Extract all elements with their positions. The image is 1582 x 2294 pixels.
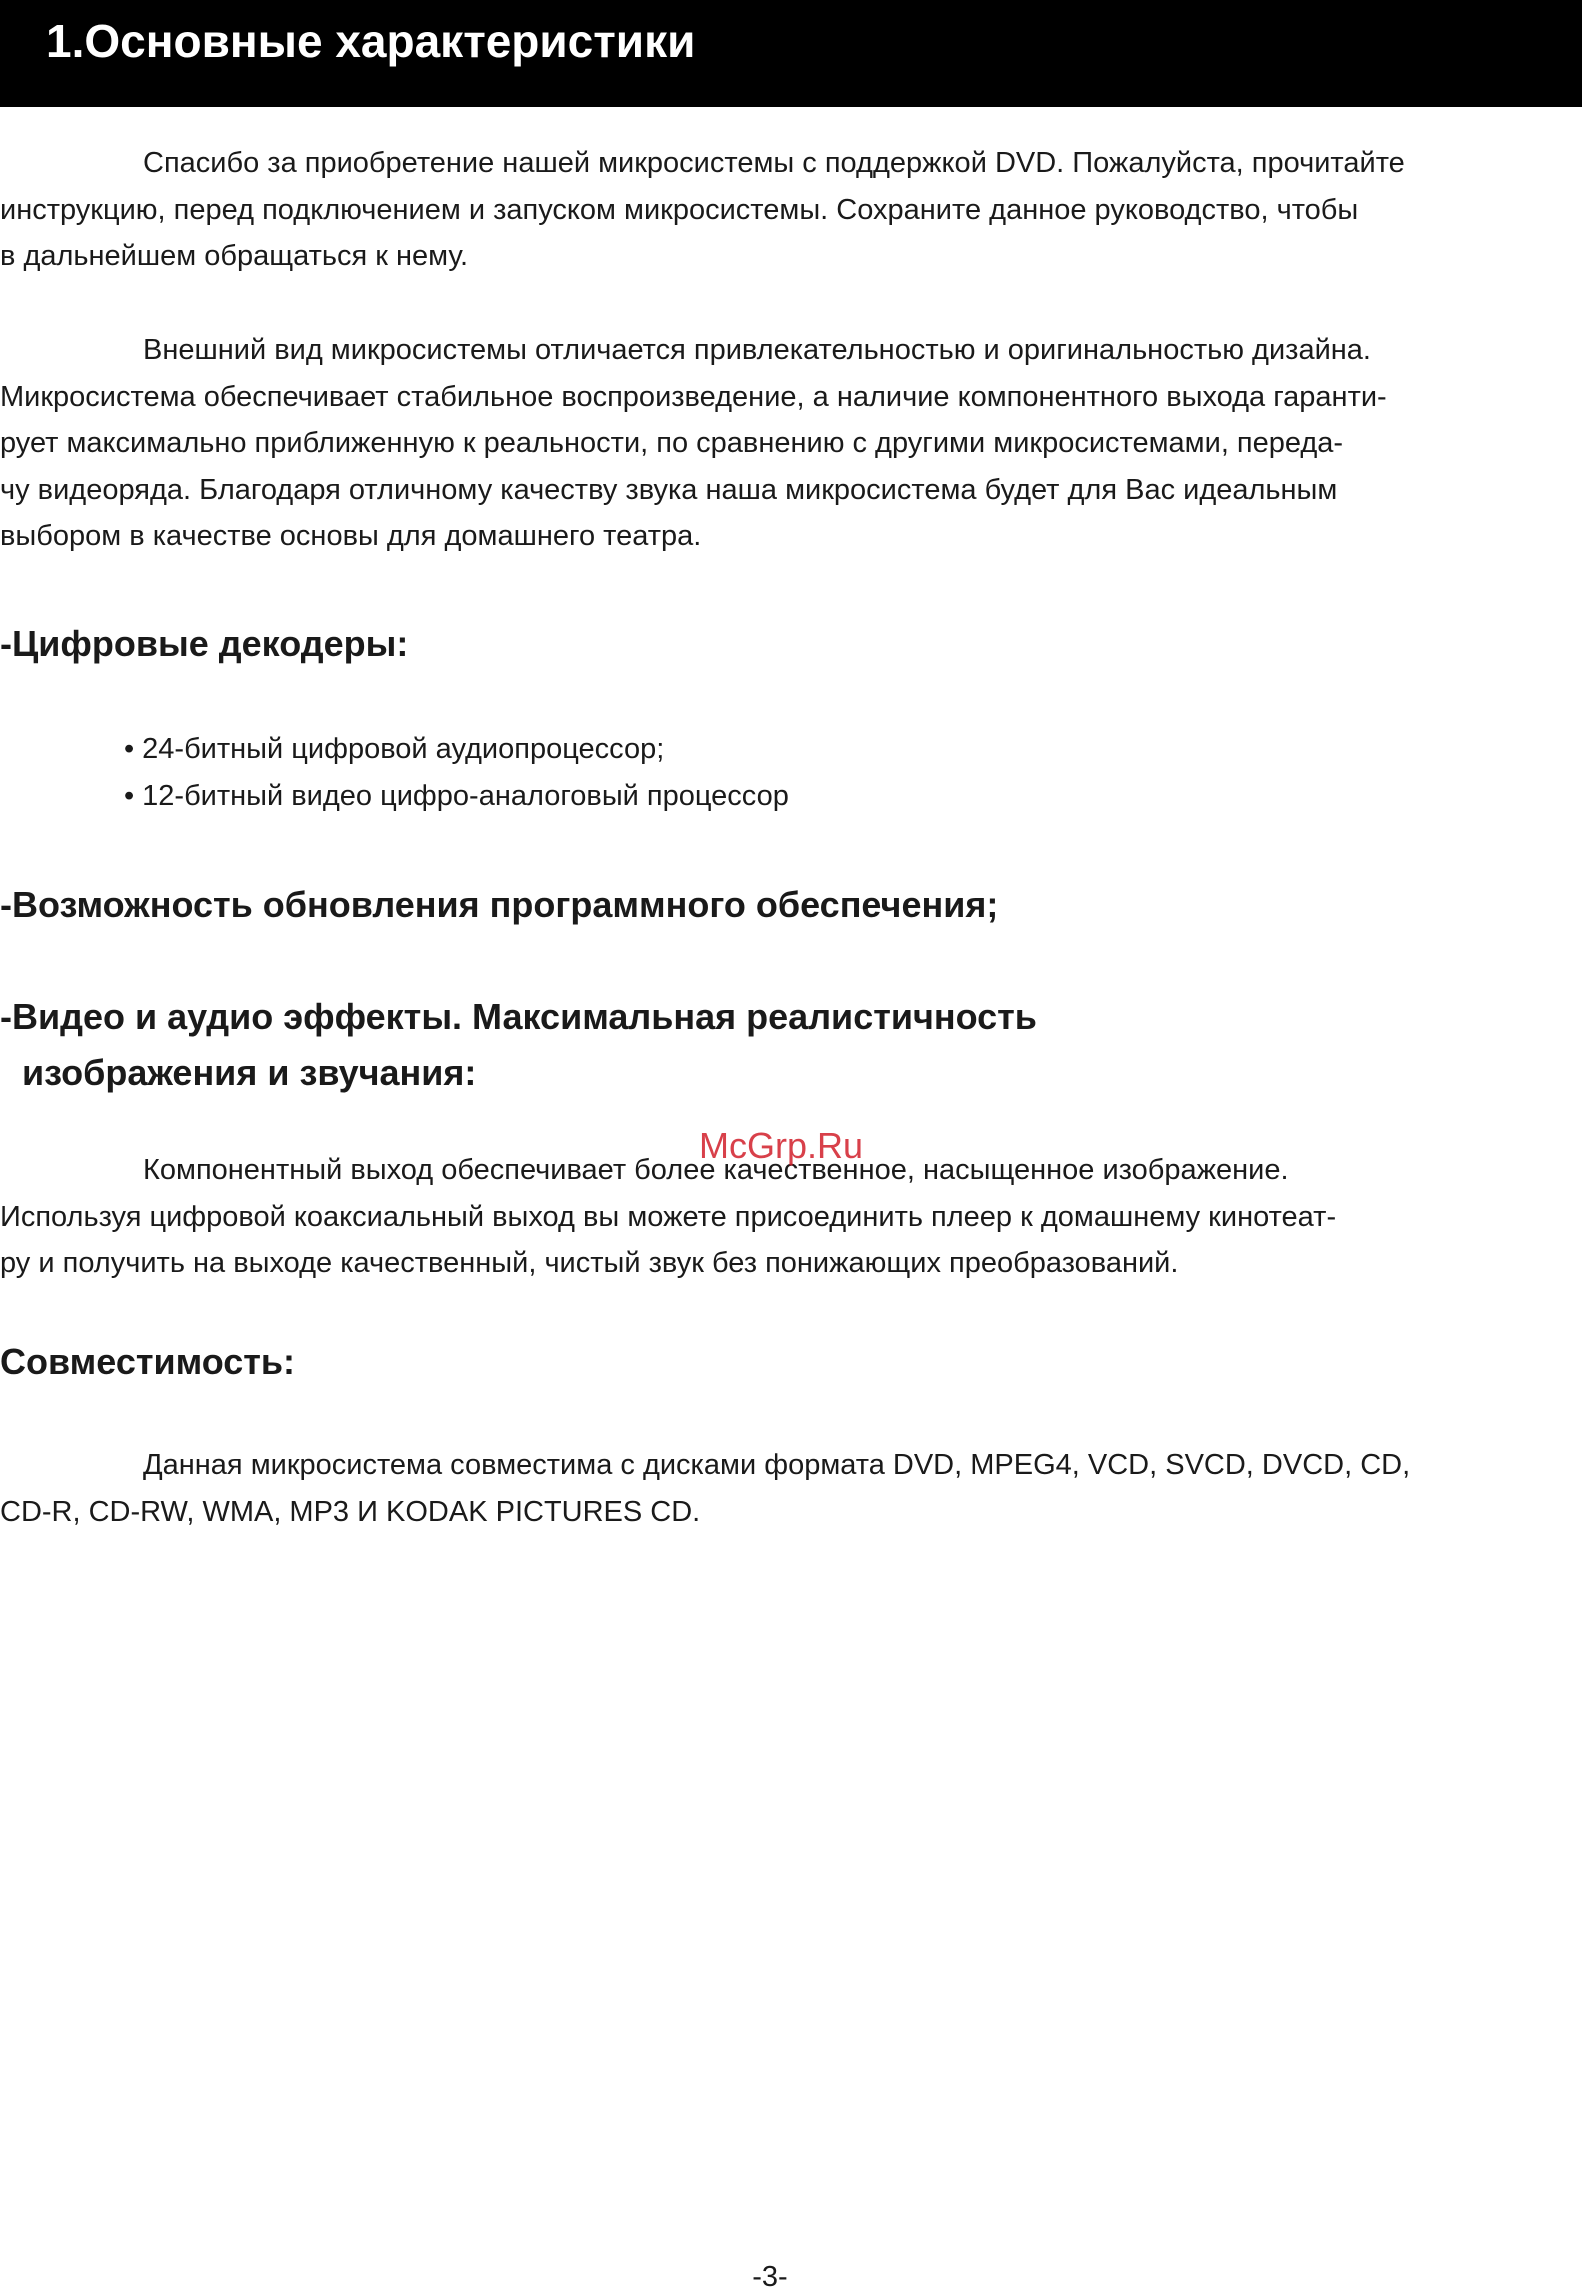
text-line: Микросистема обеспечивает стабильное воспроизведение, а наличие компонентного выхода гаранти- bbox=[0, 380, 1387, 413]
text-line: чу видеоряда. Благодаря отличному качеству звука наша микросистема будет для Вас идеальным bbox=[0, 473, 1338, 506]
list-item-text: 12-битный видео цифро-аналоговый процессор bbox=[142, 779, 789, 812]
text-line: рует максимально приближенную к реальности, по сравнению с другими микросистемами, переда- bbox=[0, 427, 1344, 459]
text-line: Данная микросистема совместима с дисками формата DVD, MPEG4, VCD, SVCD, DVCD, CD, bbox=[143, 1449, 1411, 1481]
text-line: CD-R, CD-RW, WMA, MP3 И KODAK PICTURES CD. bbox=[0, 1495, 701, 1528]
title-bar bbox=[0, 0, 1582, 107]
section-heading-update bbox=[0, 877, 998, 933]
text-line: Компонентный выход обеспечивает более качественное, насыщенное изображение. bbox=[143, 1154, 1289, 1186]
text-line: инструкцию, перед подключением и запуском микросистемы. Сохраните данное руководство, чтобы bbox=[0, 193, 1359, 226]
bullet-icon: • bbox=[124, 733, 135, 765]
list-item-text: 24-битный цифровой аудиопроцессор; bbox=[142, 733, 665, 765]
heading-text: -Видео и аудио эффекты. Максимальная реалистичность bbox=[0, 996, 1037, 1037]
text-line: Используя цифровой коаксиальный выход вы можете присоединить плеер к домашнему кинотеат- bbox=[0, 1200, 1337, 1233]
compatibility-paragraph bbox=[0, 1442, 1410, 1535]
intro-paragraph-2 bbox=[0, 327, 1387, 560]
list-item bbox=[124, 773, 789, 820]
text-line: в дальнейшем обращаться к нему. bbox=[0, 240, 469, 272]
section-heading-decoders bbox=[0, 616, 408, 672]
list-item bbox=[124, 726, 789, 773]
intro-paragraph-1 bbox=[0, 140, 1405, 280]
section-heading-effects bbox=[0, 989, 1037, 1101]
heading-text: изображения и звучания: bbox=[22, 1052, 477, 1093]
heading-text: Совместимость: bbox=[0, 1341, 296, 1382]
text-line: Внешний вид микросистемы отличается привлекательностью и оригинальностью дизайна. bbox=[143, 334, 1371, 366]
page-number: -3- bbox=[752, 2261, 788, 2293]
decoders-list bbox=[124, 726, 789, 819]
text-line: выбором в качестве основы для домашнего театра. bbox=[0, 520, 702, 552]
heading-text: -Цифровые декодеры: bbox=[0, 623, 409, 664]
text-line: Спасибо за приобретение нашей микросистемы с поддержкой DVD. Пожалуйста, прочитайте bbox=[143, 147, 1405, 179]
page-title: 1.Основные характеристики bbox=[46, 15, 696, 67]
text-line: ру и получить на выходе качественный, чистый звук без понижающих преобразований. bbox=[0, 1247, 1179, 1279]
section-heading-compatibility bbox=[0, 1334, 295, 1390]
bullet-icon: • bbox=[124, 779, 135, 812]
watermark: McGrp.Ru bbox=[699, 1125, 864, 1166]
effects-paragraph bbox=[0, 1147, 1336, 1287]
heading-text: -Возможность обновления программного обеспечения; bbox=[0, 884, 999, 925]
